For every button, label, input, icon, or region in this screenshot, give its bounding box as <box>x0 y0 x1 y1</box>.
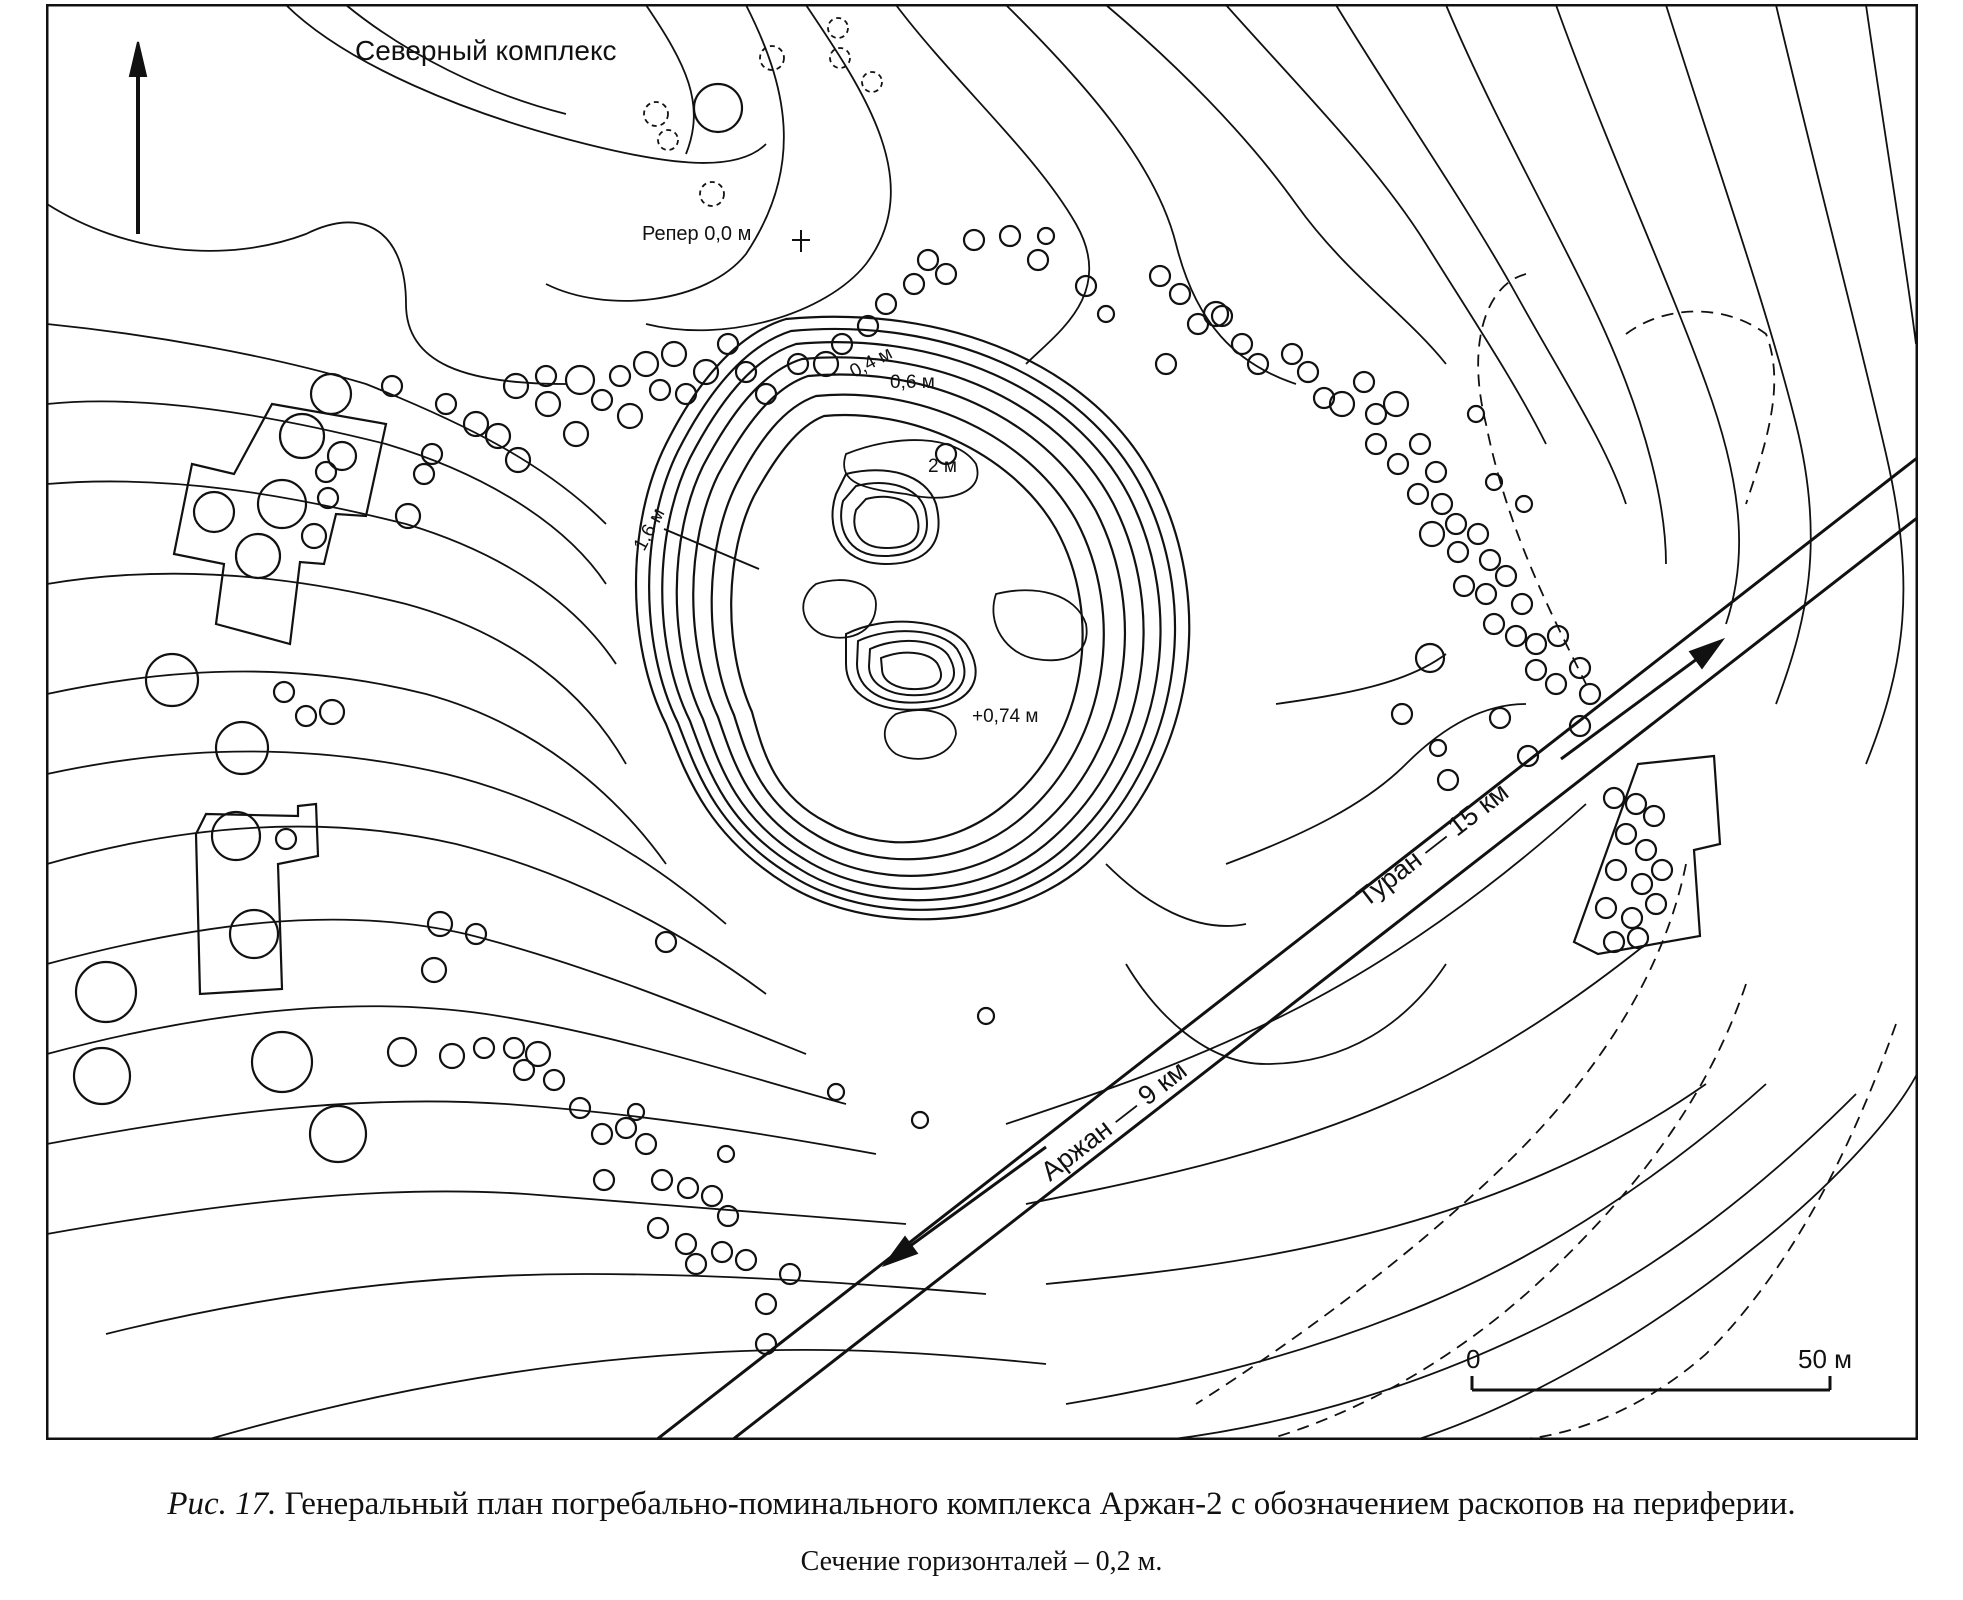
figure-caption-text: Генеральный план погребально-поминального комплекса Аржан-2 с обозначением раскопов на периферии. <box>284 1486 1796 1522</box>
label-point-074: +0,74 м <box>972 706 1039 727</box>
scale-bar-end-label: 50 м <box>1798 1344 1853 1374</box>
label-north-complex: Северный комплекс <box>355 35 617 66</box>
label-contour-16: 1,6 м <box>629 504 670 555</box>
label-road-arzhan: Аржан — 9 км <box>1035 1054 1193 1187</box>
figure-caption <box>0 1486 1963 1523</box>
scale-bar-start-label: 0 <box>1466 1344 1481 1374</box>
possible-burial-circles <box>644 18 882 206</box>
site-plan-map <box>46 4 1918 1440</box>
dashed-boundary-lines <box>1196 274 1896 1440</box>
excavation-outlines <box>174 404 1720 994</box>
road-turan-arzhan <box>656 458 1917 1440</box>
label-benchmark: Репер 0,0 м <box>642 223 752 245</box>
excavation-east <box>1574 756 1720 954</box>
scale-bar <box>1472 1376 1830 1390</box>
label-contour-2: 2 м <box>928 456 957 477</box>
north-arrow-icon <box>130 42 146 234</box>
contour-interval-note: Сечение горизонталей – 0,2 м. <box>800 1546 1163 1577</box>
label-road-turan: Туран — 15 км <box>1351 776 1515 913</box>
kurgan-contours <box>636 317 1189 920</box>
label-contour-04: 0,4 м <box>846 342 896 383</box>
benchmark-marker-icon <box>792 230 810 252</box>
excavation-west-lower <box>196 804 318 994</box>
figure-number: Рис. 17. <box>167 1486 277 1522</box>
label-contour-06: 0,6 м <box>890 372 935 393</box>
burial-circles <box>74 84 1672 1354</box>
